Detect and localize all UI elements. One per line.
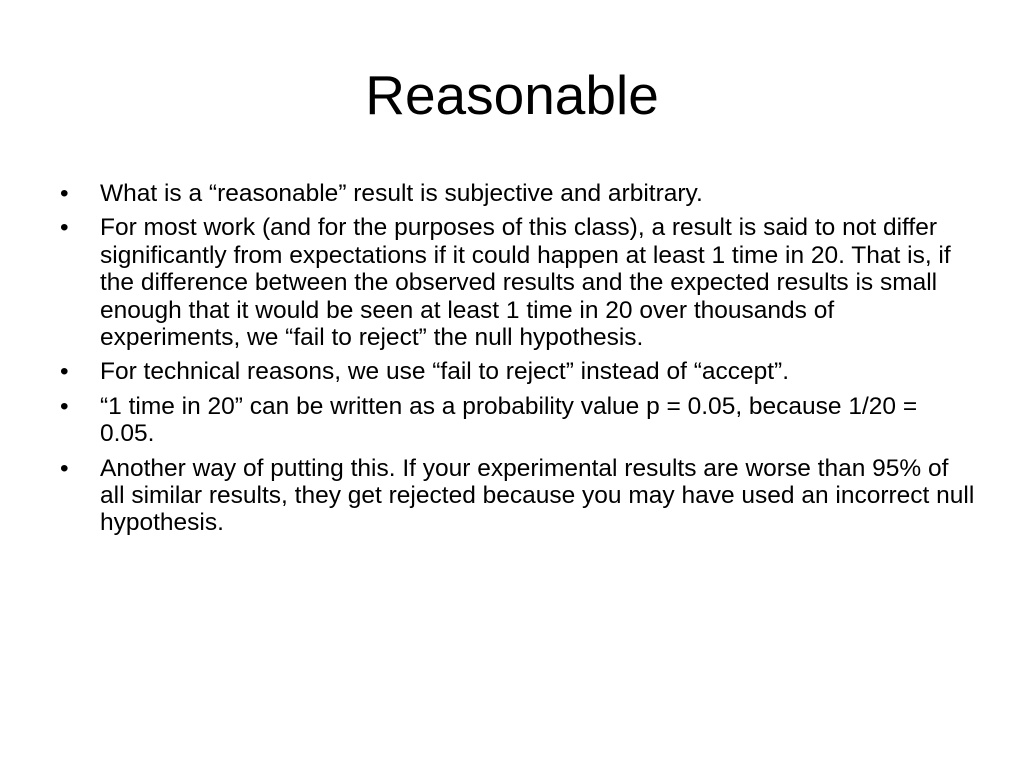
bullet-icon: • xyxy=(60,180,69,207)
bullet-icon: • xyxy=(60,392,69,420)
list-item xyxy=(56,393,976,448)
list-item xyxy=(56,358,976,385)
bullet-list xyxy=(56,180,976,544)
bullet-text: Another way of putting this. If your experimental results are worse than 95% of all similar results, they get rejected because you may have used an incorrect null hypothesis. xyxy=(100,454,975,537)
bullet-text: What is a “reasonable” result is subjective and arbitrary. xyxy=(100,180,703,207)
bullet-text: For technical reasons, we use “fail to reject” instead of “accept”. xyxy=(100,358,790,386)
bullet-icon: • xyxy=(60,454,69,482)
slide-title: Reasonable xyxy=(365,64,659,126)
list-item xyxy=(56,214,976,351)
bullet-text: For most work (and for the purposes of this class), a result is said to not differ significantly from expectations if it could happen at least 1 time in 20. That is, if the difference between the observed results and the expected results is small enough that it would be seen at least 1 time in 20 over thousands of experiments, we “fail to reject” the null hypothesis. xyxy=(100,214,951,352)
bullet-text: “1 time in 20” can be written as a probability value p = 0.05, because 1/20 = 0.05. xyxy=(100,392,918,448)
list-item xyxy=(56,455,976,537)
bullet-icon: • xyxy=(60,214,69,242)
list-item xyxy=(56,180,976,207)
bullet-icon: • xyxy=(60,358,69,386)
